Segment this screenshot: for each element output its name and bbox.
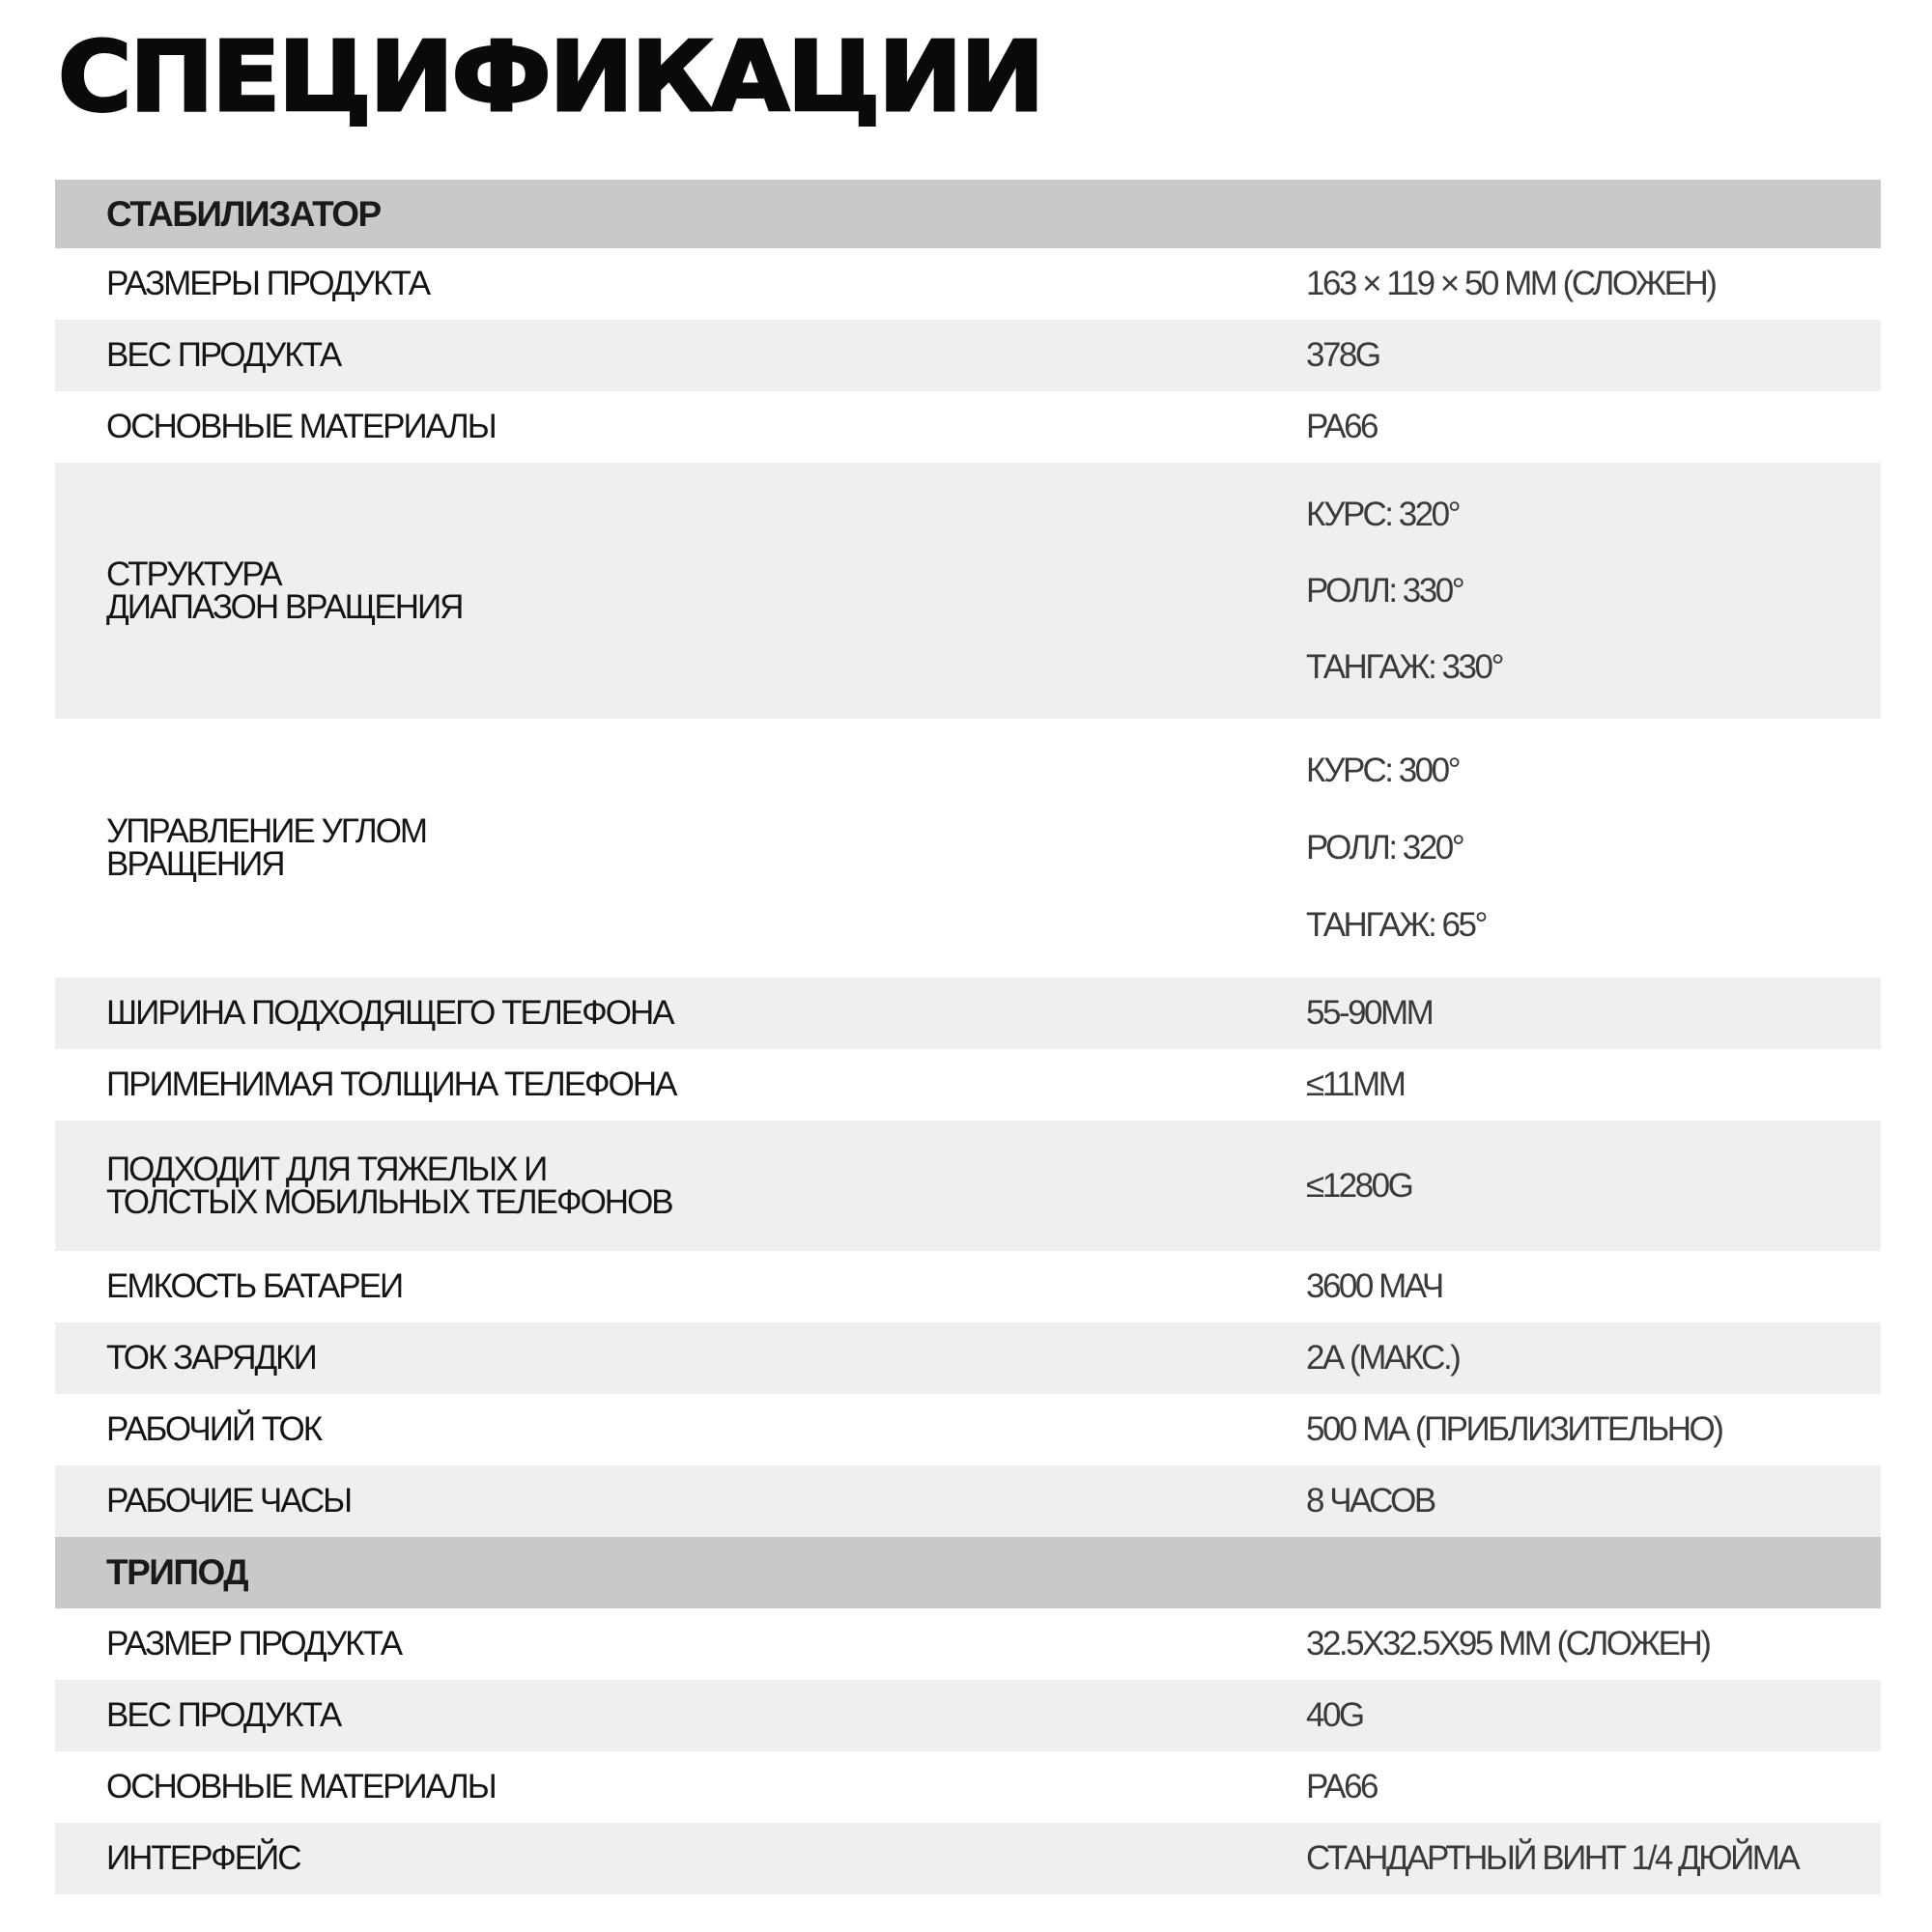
spec-value: ≤11ММ: [1306, 1065, 1405, 1103]
spec-row: [55, 1823, 1881, 1894]
spec-value: ≤1280G: [1306, 1166, 1412, 1205]
spec-value-line: КУРС: 320°: [1306, 495, 1460, 533]
spec-row: [55, 1751, 1881, 1823]
spec-row: [55, 391, 1881, 463]
spec-label: ТОК ЗАРЯДКИ: [106, 1339, 316, 1377]
spec-value: 8 ЧАСОВ: [1306, 1482, 1435, 1520]
spec-label: ЕМКОСТЬ БАТАРЕИ: [106, 1267, 403, 1305]
spec-label: ИНТЕРФЕЙС: [106, 1839, 300, 1877]
spec-row: [55, 1322, 1881, 1394]
spec-label: ОСНОВНЫЕ МАТЕРИАЛЫ: [106, 408, 496, 445]
spec-value-line: РОЛЛ: 330°: [1306, 571, 1463, 610]
spec-row: [55, 1680, 1881, 1751]
spec-label: ВЕС ПРОДУКТА: [106, 336, 341, 374]
spec-label: ВЕС ПРОДУКТА: [106, 1696, 341, 1734]
spec-value: PA66: [1306, 408, 1378, 445]
spec-label: ШИРИНА ПОДХОДЯЩЕГО ТЕЛЕФОНА: [106, 994, 673, 1032]
spec-row: [55, 1465, 1881, 1537]
spec-value: PA66: [1306, 1768, 1378, 1805]
spec-table: [55, 180, 1881, 1894]
spec-label: [106, 719, 426, 978]
spec-value: СТАНДАРТНЫЙ ВИНТ 1/4 ДЮЙМА: [1306, 1839, 1799, 1877]
spec-label: ОСНОВНЫЕ МАТЕРИАЛЫ: [106, 1768, 496, 1805]
spec-label: РАБОЧИЙ ТОК: [106, 1410, 322, 1448]
section-header-stabilizer: [55, 180, 1881, 248]
spec-row: [55, 1049, 1881, 1121]
spec-row: [55, 1608, 1881, 1680]
spec-value-line: КУРС: 300°: [1306, 752, 1460, 789]
spec-row: [55, 1121, 1881, 1251]
spec-value-line: ТАНГАЖ: 65°: [1306, 906, 1486, 944]
spec-row: [55, 978, 1881, 1049]
spec-row: [55, 248, 1881, 320]
page-title: СПЕЦИФИКАЦИИ: [58, 20, 1043, 133]
spec-value: [1306, 463, 1502, 719]
spec-row: [55, 1251, 1881, 1322]
spec-row: [55, 1394, 1881, 1465]
section-header-tripod: [55, 1537, 1881, 1608]
spec-label-line: СТРУКТУРА: [106, 554, 281, 593]
spec-value: 378G: [1306, 336, 1379, 374]
spec-label: [106, 1121, 672, 1251]
spec-value: 2А (МАКС.): [1306, 1339, 1460, 1377]
spec-value: 163 × 119 × 50 ММ (СЛОЖЕН): [1306, 265, 1716, 302]
spec-label-line: ВРАЩЕНИЯ: [106, 845, 284, 883]
spec-label-line: ТОЛСТЫХ МОБИЛЬНЫХ ТЕЛЕФОНОВ: [106, 1182, 672, 1221]
spec-label-line: ПОДХОДИТ ДЛЯ ТЯЖЕЛЫХ И: [106, 1150, 547, 1188]
spec-label-line: ДИАПАЗОН ВРАЩЕНИЯ: [106, 587, 463, 626]
spec-row: [55, 320, 1881, 391]
spec-label: РАБОЧИЕ ЧАСЫ: [106, 1482, 352, 1520]
spec-row: [55, 719, 1881, 978]
spec-row: [55, 463, 1881, 719]
spec-value: 32.5X32.5X95 ММ (СЛОЖЕН): [1306, 1625, 1710, 1662]
spec-value: 40G: [1306, 1696, 1363, 1734]
spec-value: 500 МА (ПРИБЛИЗИТЕЛЬНО): [1306, 1410, 1722, 1448]
spec-label: РАЗМЕРЫ ПРОДУКТА: [106, 265, 430, 302]
spec-label: ПРИМЕНИМАЯ ТОЛЩИНА ТЕЛЕФОНА: [106, 1065, 676, 1103]
spec-value-line: РОЛЛ: 320°: [1306, 829, 1463, 867]
spec-label: [106, 463, 462, 719]
spec-value: [1306, 719, 1486, 978]
section-title: СТАБИЛИЗАТОР: [106, 193, 381, 234]
spec-value-line: ТАНГАЖ: 330°: [1306, 647, 1502, 686]
spec-label-line: УПРАВЛЕНИЕ УГЛОМ: [106, 812, 427, 850]
spec-label: РАЗМЕР ПРОДУКТА: [106, 1625, 402, 1662]
spec-value: 55-90ММ: [1306, 994, 1433, 1032]
section-title: ТРИПОД: [106, 1552, 248, 1592]
spec-value: 3600 МАЧ: [1306, 1267, 1442, 1305]
